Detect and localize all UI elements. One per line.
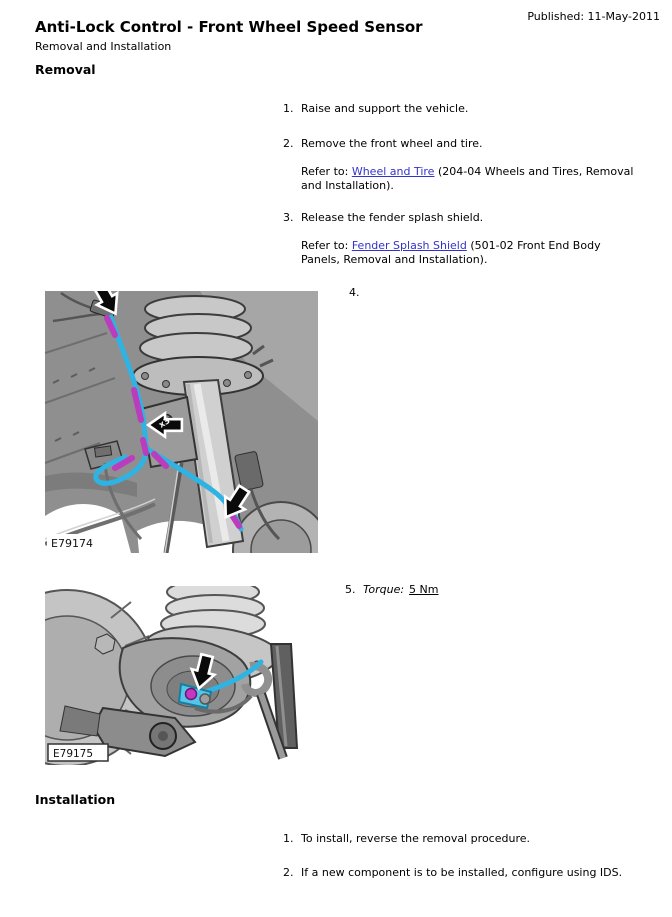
step-number: 1. bbox=[283, 832, 294, 845]
removal-step-4 bbox=[349, 286, 367, 300]
refer-prefix: Refer to: bbox=[301, 165, 352, 178]
step-text: Release the fender splash shield. bbox=[301, 211, 484, 224]
installation-step-2 bbox=[283, 866, 646, 880]
step-number: 2. bbox=[283, 866, 294, 879]
removal-step-2 bbox=[283, 137, 646, 151]
removal-step-1 bbox=[283, 102, 646, 116]
step-number: 5. bbox=[345, 583, 356, 596]
step-text: Raise and support the vehicle. bbox=[301, 102, 469, 115]
published-date: Published: 11-May-2011 bbox=[527, 10, 660, 23]
page-title: Anti-Lock Control - Front Wheel Speed Sensor bbox=[35, 18, 423, 36]
sensor-bolt-highlight bbox=[186, 689, 197, 700]
figure-e79174 bbox=[45, 291, 318, 557]
refer-suffix: (501-02 Front End Body Panels, Removal and Installation). bbox=[301, 239, 601, 266]
figure-e79175 bbox=[45, 586, 318, 769]
removal-step-3 bbox=[283, 211, 646, 225]
removal-heading: Removal bbox=[35, 62, 96, 77]
installation-heading: Installation bbox=[35, 792, 116, 807]
removal-step-5 bbox=[345, 583, 672, 597]
fender-splash-shield-link[interactable]: Fender Splash Shield bbox=[351, 239, 467, 252]
step-number: 4. bbox=[349, 286, 360, 299]
wheel-and-tire-link[interactable]: Wheel and Tire bbox=[351, 165, 435, 178]
step-number: 1. bbox=[283, 102, 294, 115]
coil-spring bbox=[140, 296, 252, 363]
page-subtitle: Removal and Installation bbox=[35, 40, 172, 53]
refer-suffix: (204-04 Wheels and Tires, Removal and Installation). bbox=[301, 165, 634, 192]
arrow-count-label: x3 bbox=[157, 416, 173, 431]
step-number: 3. bbox=[283, 211, 294, 224]
refer-prefix: Refer to: bbox=[301, 239, 352, 252]
strut-sensor-illustration bbox=[45, 291, 318, 553]
refer-note bbox=[301, 239, 641, 267]
figure-id-label: E79175 bbox=[53, 748, 94, 760]
step-text: Remove the front wheel and tire. bbox=[301, 137, 483, 150]
refer-note bbox=[301, 165, 641, 193]
knuckle-sensor-illustration bbox=[45, 586, 318, 765]
step-text: If a new component is to be installed, configure using IDS. bbox=[301, 866, 623, 879]
torque-value: 5 Nm bbox=[409, 583, 439, 596]
figure-id-label: E79174 bbox=[51, 537, 93, 550]
torque-label: Torque: bbox=[363, 583, 405, 596]
installation-step-1 bbox=[283, 832, 646, 846]
step-text: To install, reverse the removal procedure. bbox=[301, 832, 530, 845]
step-number: 2. bbox=[283, 137, 294, 150]
